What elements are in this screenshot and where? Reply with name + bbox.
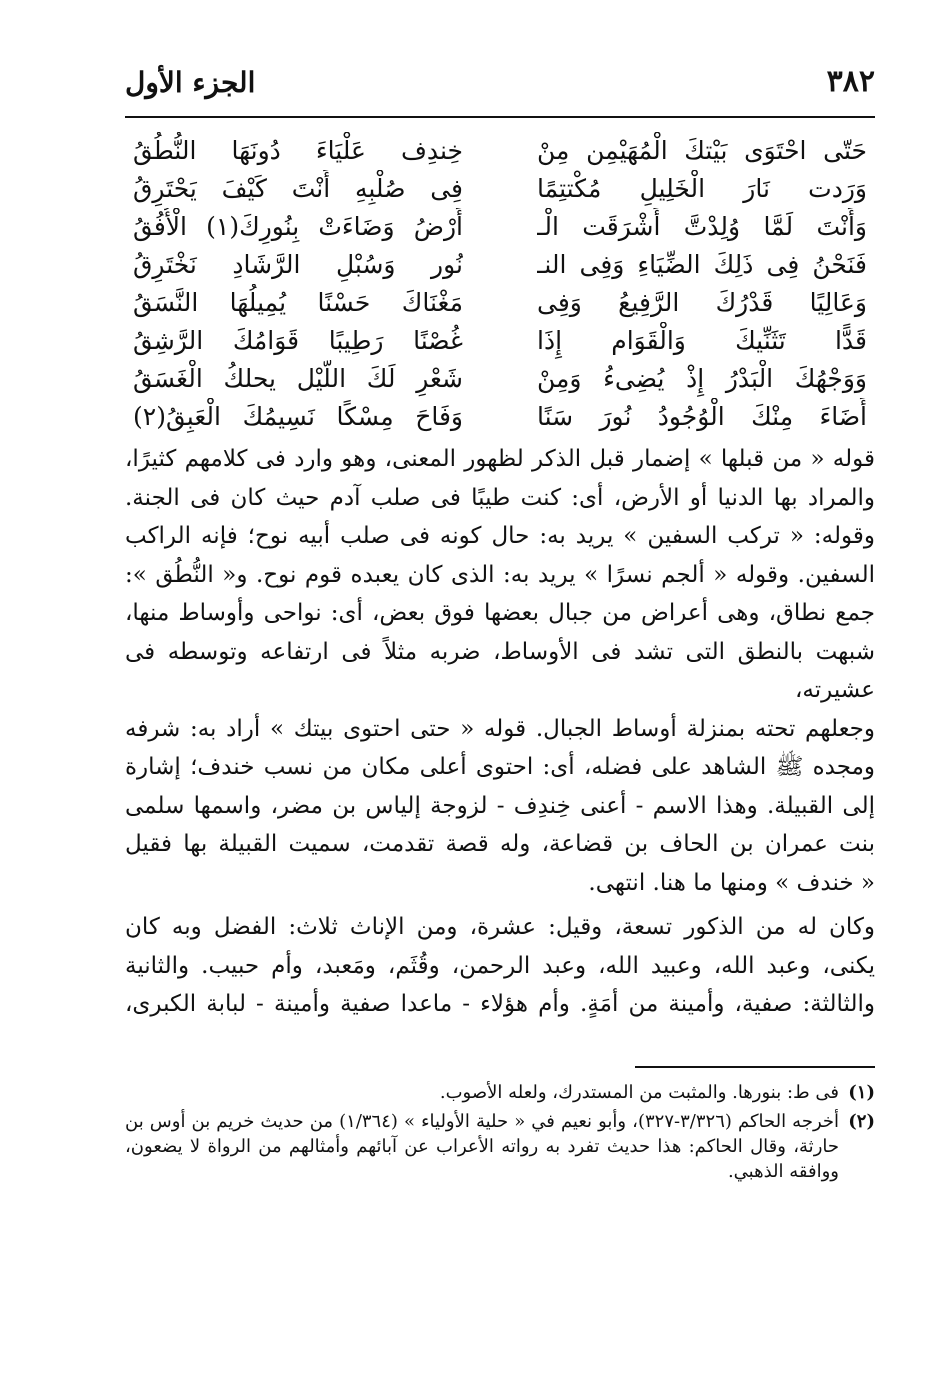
text-line: « خندف » ومنها ما هنا. انتهى.	[588, 869, 875, 896]
poem-verse	[133, 208, 867, 246]
text-line: إلى القبيلة. وهذا الاسم - أعنى خِندِف - لزوجة إلياس بن مضر، واسمها سلمى	[125, 792, 876, 819]
poem-verse	[133, 170, 867, 208]
poem-verse	[133, 132, 867, 170]
text-line: وكان له من الذكور تسعة، وقيل: عشرة، ومن الإناث ثلاث: الفضل وبه كان	[125, 914, 875, 940]
text-line: وجعلهم تحته بمنزلة أوساط الجبال. قوله « حتى احتوى بيتك » أراد به: شرفه	[125, 715, 875, 742]
verse-second-half: أَرْضُ وَضَاءَتْ بِنُورِكَ(١) الْأُفُقُ	[133, 212, 463, 241]
text-line: يكنى، وعبد الله، وعبيد الله، وعبد الرحمن، وقُثَم، ومَعبد، وأم حبيب. والثانية	[125, 952, 875, 979]
text-line: والمراد بها الدنيا أو الأرض، أى: كنت طيبًا فى صلب آدم حيث كان فى الجنة.	[125, 484, 875, 511]
poem-verse	[133, 322, 867, 360]
poem-verse	[133, 398, 867, 436]
verse-first-half: وَأَنْتَ لَمَّا وُلِدْتَّ أَشْرَقَت الْـ	[537, 212, 867, 241]
text-line: بنت عمران بن الحاف بن قضاعة، وله قصة تقدمت، سميت القبيلة بها فقيل	[125, 831, 875, 857]
verse-second-half: نُور وَسُبْلِ الرَّشَادِ نَخْتَرِقُ	[133, 250, 463, 279]
page-number: ٣٨٢	[826, 64, 875, 99]
footnote-number: (١)	[848, 1081, 875, 1103]
footnote-item	[125, 1080, 875, 1105]
text-line: قوله « من قبلها » إضمار قبل الذكر لظهور المعنى، وهو وارد فى كلامهم كثيرًا،	[125, 446, 875, 472]
text-line: جمع نطاق، وهى أعراض من جبال بعضها فوق بعض، أى: نواحى وأوساط منها،	[125, 600, 875, 626]
footnote-divider	[635, 1066, 875, 1068]
verse-second-half: شَعْرِ لَكَ اللَّيْل يحلكُ الْغَسَقُ	[133, 364, 463, 393]
verse-second-half: فِى صُلْبِهِ أَنْتَ كَيْفَ يَحْتَرِقُ	[133, 174, 463, 203]
text-line: وقوله: « تركب السفين » يريد به: حال كونه فى صلب أبيه نوح؛ فإنه الراكب	[125, 523, 875, 549]
footnote-number: (٢)	[848, 1110, 875, 1132]
page-header	[125, 58, 875, 118]
commentary-text	[125, 440, 875, 1024]
text-line: ومجده ﷺ الشاهد على فضله، أى: احتوى أعلى مكان من نسب خندف؛ إشارة	[125, 754, 875, 780]
footnote-text: فى ط: بنورها. والمثبت من المستدرك، ولعله الأصوب.	[439, 1081, 839, 1103]
poem-verse	[133, 360, 867, 398]
book-page	[125, 58, 875, 1318]
verse-first-half: وَوَجْهُكَ الْبَدْرُ إِذْ يُضِىءُ وَمِنْ	[537, 364, 867, 393]
verse-first-half: حَتّى احْتَوَى بَيْتكَ الْمُهَيْمِن مِنْ	[537, 136, 867, 165]
text-line: شبهت بالنطق التى تشد فى الأوساط، ضربه مثلاً فى ارتفاعه وتوسطه فى عشيرته،	[125, 638, 875, 703]
verse-second-half: غُصْنًا رَطِيبًا قَوَامُكَ الرَّشِقُ	[133, 326, 463, 355]
verse-first-half: فَنَحْنُ فِى ذَلِكَ الضِّيَاءِ وَفِى النـ	[537, 250, 867, 279]
poem-verse	[133, 246, 867, 284]
footnote-text: أخرجه الحاكم (٣/٣٢٦-٣٢٧)، وأبو نعيم في « حلية الأولياء » (١/٣٦٤) من حديث خريم بن أوس بن حارثة، وقال الحاكم: هذا حديث تفرد به رواته الأعراب عن آبائهم وأمثالهم من الرواة لا يضعون، ووافقه الذهبي.	[125, 1110, 840, 1182]
poem-verse	[133, 284, 867, 322]
text-line: والثالثة: صفية، وأمينة من أمَةٍ. وأم هؤلاء - ماعدا صفية وأمينة - لبابة الكبرى،	[125, 991, 875, 1017]
verse-second-half: مَغْنَاكَ حَسْنًا يُمِيلُهَا النَّسَقُ	[133, 288, 463, 317]
running-title: الجزء الأول	[125, 66, 256, 99]
verse-first-half: وَرَدت نَارَ الْخَلِيلِ مُكْتتِمًا	[537, 174, 867, 203]
text-line: السفين. وقوله « ألجم نسرًا » يريد به: الذى كان يعبده قوم نوح. و« النُّطُق »:	[125, 561, 875, 588]
verse-second-half: خِندِف عَلْيَاءَ دُونَهَا النُّطُقُ	[133, 136, 463, 165]
verse-second-half: وَفَاحَ مِسْكًا نَسِيمُكَ الْعَبِقُ(٢)	[133, 402, 463, 431]
verse-first-half: قَدًّا تَثَنِّيكَ وَالْقَوَام إِذَا	[537, 326, 867, 355]
footnotes	[125, 1080, 875, 1184]
poem	[125, 132, 875, 436]
footnote-item	[125, 1109, 875, 1184]
verse-first-half: أَضَاءَ مِنْكَ الْوُجُودُ نُورَ سَنًا	[537, 402, 867, 431]
verse-first-half: وَعَالِيًا قَدْرُكَ الرَّفِيعُ وَفِى	[537, 288, 867, 317]
